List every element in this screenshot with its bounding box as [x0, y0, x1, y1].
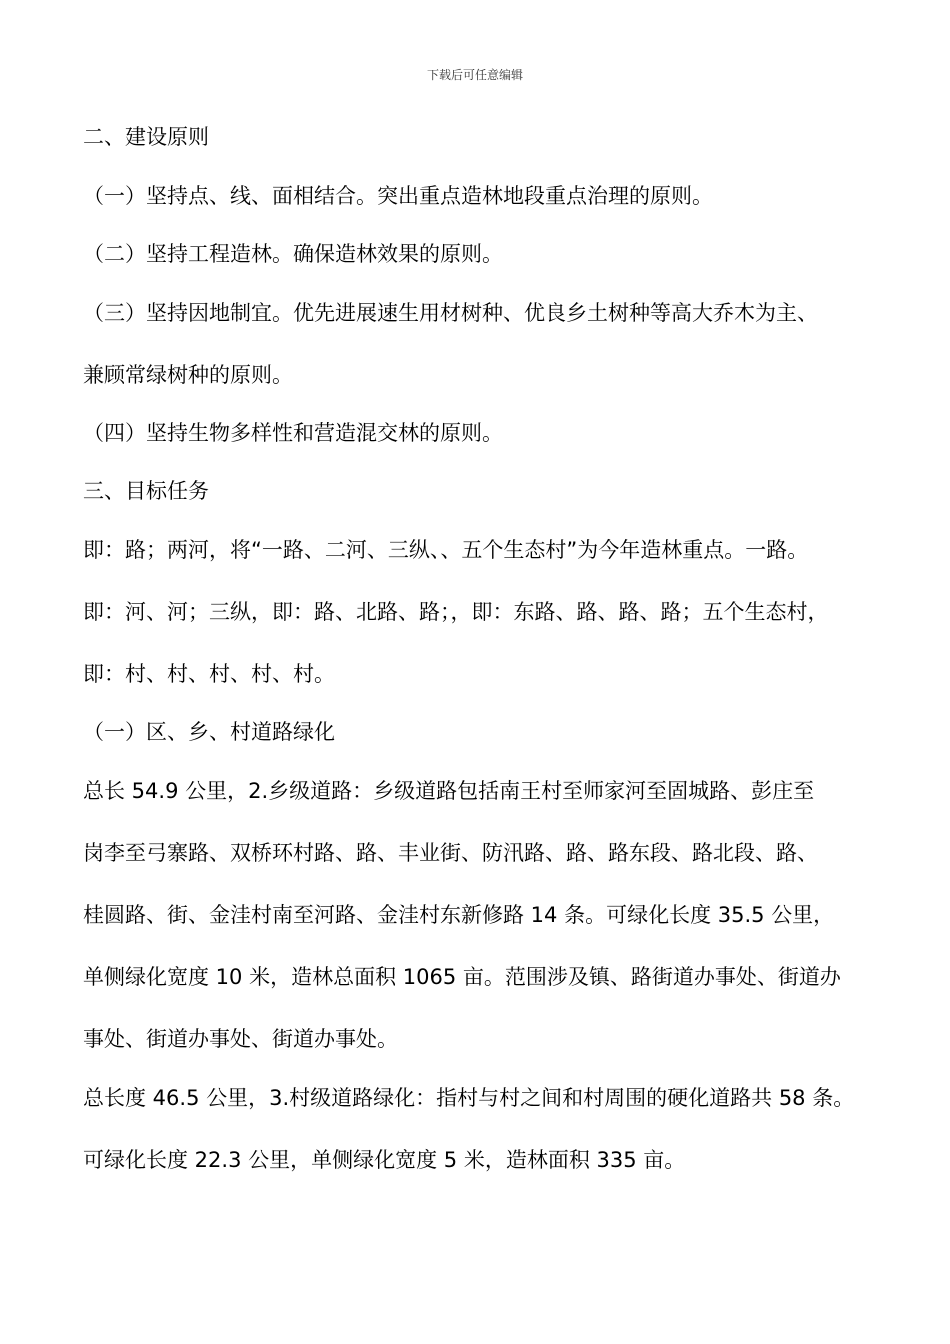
paragraph-line: 可绿化长度 22.3 公里，单侧绿化宽度 5 米，造林面积 335 亩。	[83, 1148, 686, 1172]
paragraph-line: 兼顾常绿树种的原则。	[83, 363, 293, 387]
paragraph-line: 岗李至弓寨路、双桥环村路、路、丰业街、防汛路、路、路东段、路北段、路、	[83, 841, 818, 865]
paragraph-line: 总长 54.9 公里，2.乡级道路：乡级道路包括南王村至师家河至固城路、彭庄至	[83, 779, 815, 803]
page-header: 下载后可任意编辑	[426, 68, 523, 82]
paragraph-line: 事处、街道办事处、街道办事处。	[83, 1027, 398, 1051]
subsection-heading: （一）区、乡、村道路绿化	[83, 720, 335, 744]
paragraph-line: 总长度 46.5 公里，3.村级道路绿化：指村与村之间和村周围的硬化道路共 58 条。	[83, 1086, 855, 1110]
paragraph-line: （一）坚持点、线、面相结合。突出重点造林地段重点治理的原则。	[83, 184, 713, 208]
section-heading-tasks: 三、目标任务	[83, 479, 209, 503]
paragraph-line: （二）坚持工程造林。确保造林效果的原则。	[83, 242, 503, 266]
paragraph-line: 桂圆路、街、金洼村南至河路、金洼村东新修路 14 条。可绿化长度 35.5 公里，	[83, 903, 835, 927]
paragraph-line: 即：河、河；三纵，即：路、北路、路；，即：东路、路、路、路；五个生态村，	[83, 600, 829, 624]
paragraph-line: 即：村、村、村、村、村。	[83, 662, 335, 686]
paragraph-line: （三）坚持因地制宜。优先进展速生用材树种、优良乡土树种等高大乔木为主、	[83, 301, 818, 325]
paragraph-line: 单侧绿化宽度 10 米，造林总面积 1065 亩。范围涉及镇、路街道办事处、街道办	[83, 965, 841, 989]
paragraph-line: 即：路；两河，将“一路、二河、三纵、、五个生态村”为今年造林重点。一路。	[83, 538, 809, 562]
section-heading-principles: 二、建设原则	[83, 125, 209, 149]
paragraph-line: （四）坚持生物多样性和营造混交林的原则。	[83, 421, 503, 445]
